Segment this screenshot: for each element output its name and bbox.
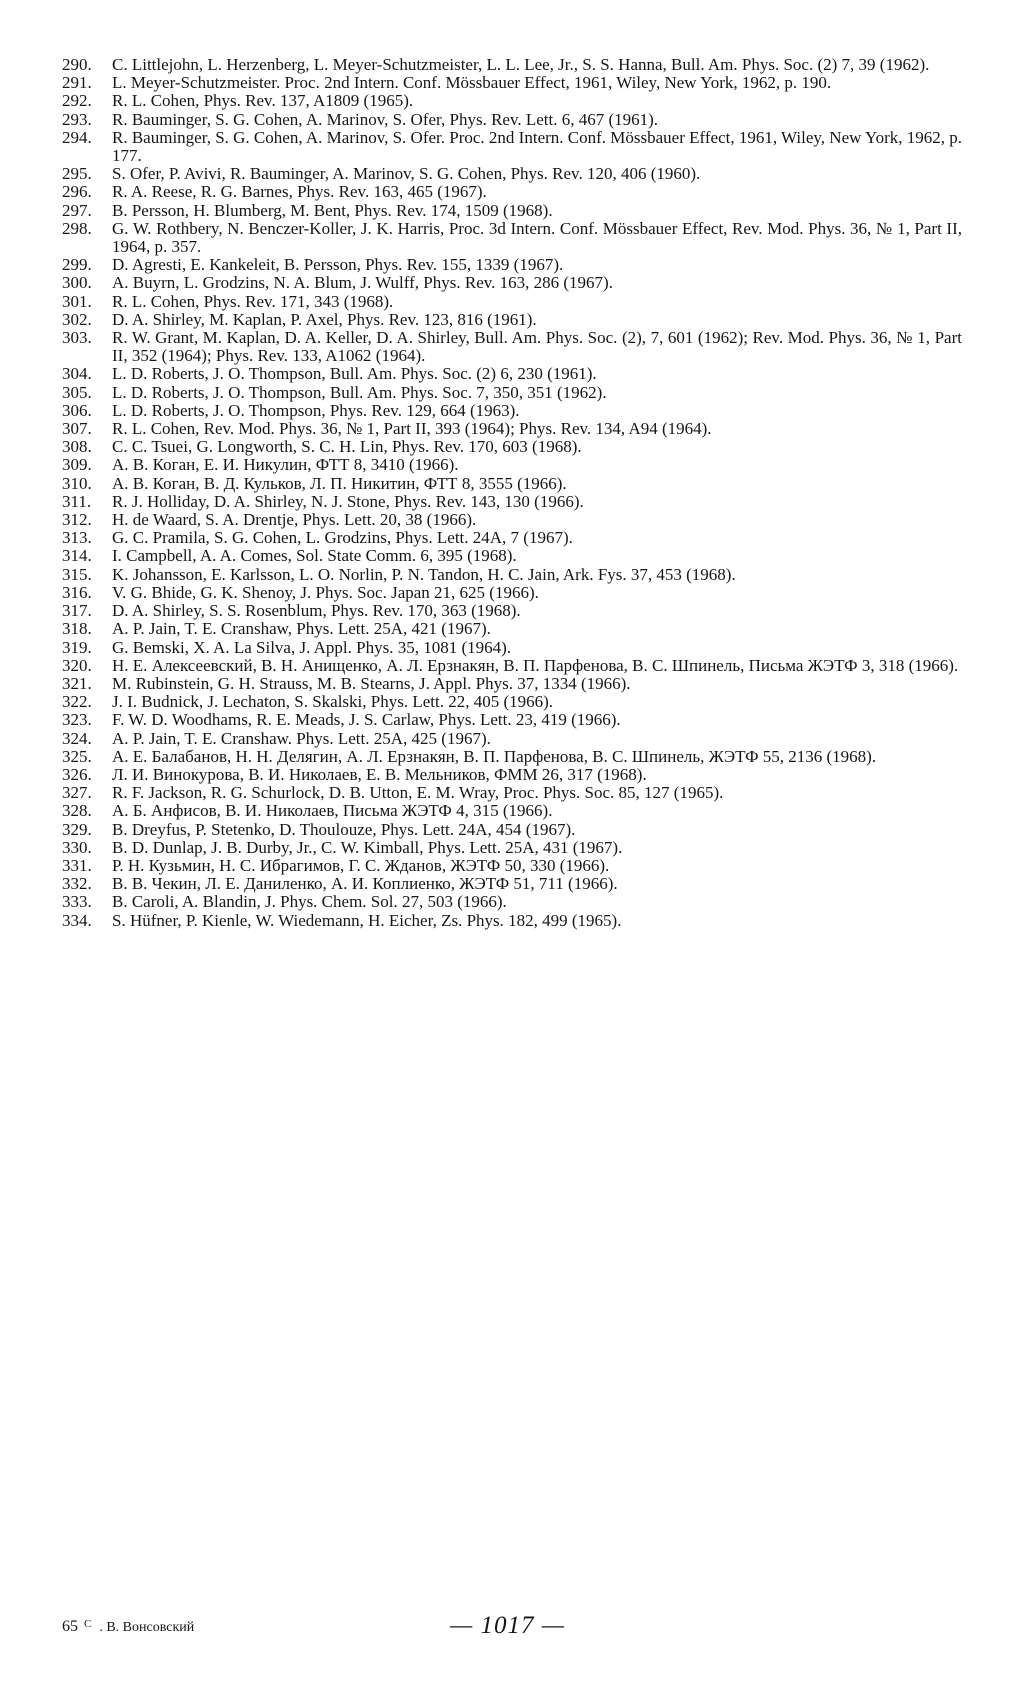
reference-text: K. Johansson, E. Karlsson, L. O. Norlin, P. N. Tandon, H. C. Jain, Ark. Fys. 37, 453 (1968). xyxy=(112,564,736,584)
reference-text: R. L. Cohen, Rev. Mod. Phys. 36, № 1, Part II, 393 (1964); Phys. Rev. 134, A94 (1964). xyxy=(112,419,712,439)
reference-text: R. Bauminger, S. G. Cohen, A. Marinov, S. Ofer. Proc. 2nd Intern. Conf. Mössbauer Effect, 1961, Wiley, New York, 1962, p. 177. xyxy=(112,127,962,166)
reference-number: 295. xyxy=(62,164,92,184)
reference-entry xyxy=(62,639,962,657)
reference-number: 321. xyxy=(62,673,92,693)
reference-entry xyxy=(62,456,962,474)
reference-text: R. J. Holliday, D. A. Shirley, N. J. Stone, Phys. Rev. 143, 130 (1966). xyxy=(112,491,584,511)
reference-text: D. Agresti, E. Kankeleit, B. Persson, Phys. Rev. 155, 1339 (1967). xyxy=(112,255,564,275)
reference-text: G. W. Rothbery, N. Benczer-Koller, J. K. Harris, Proc. 3d Intern. Conf. Mössbauer Effect, Rev. Mod. Phys. 36, № 1, Part II, 1964, p. 357. xyxy=(112,218,962,257)
reference-entry xyxy=(62,74,962,92)
signature-author: . В. Вонсовский xyxy=(99,1620,195,1635)
reference-entry xyxy=(62,202,962,220)
reference-number: 296. xyxy=(62,182,92,202)
reference-text: B. Dreyfus, P. Stetenko, D. Thoulouze, Phys. Lett. 24A, 454 (1967). xyxy=(112,819,576,839)
reference-number: 334. xyxy=(62,910,92,930)
reference-text: А. Б. Анфисов, В. И. Николаев, Письма ЖЭТФ 4, 315 (1966). xyxy=(112,801,553,821)
reference-number: 311. xyxy=(62,491,92,511)
reference-text: C. C. Tsuei, G. Longworth, S. C. H. Lin, Phys. Rev. 170, 603 (1968). xyxy=(112,437,582,457)
reference-entry xyxy=(62,511,962,529)
reference-number: 314. xyxy=(62,546,92,566)
reference-text: А. Е. Балабанов, Н. Н. Делягин, А. Л. Ерзнакян, В. П. Парфенова, В. С. Шпинель, ЖЭТФ 55, 2136 (1968). xyxy=(112,746,877,766)
reference-text: В. В. Чекин, Л. Е. Даниленко, А. И. Коплиенко, ЖЭТФ 51, 711 (1966). xyxy=(112,874,618,894)
reference-entry xyxy=(62,893,962,911)
reference-entry xyxy=(62,129,962,165)
reference-number: 320. xyxy=(62,655,92,675)
reference-number: 291. xyxy=(62,73,92,93)
reference-number: 304. xyxy=(62,364,92,384)
reference-number: 305. xyxy=(62,382,92,402)
reference-entry xyxy=(62,802,962,820)
reference-entry xyxy=(62,547,962,565)
reference-text: C. Littlejohn, L. Herzenberg, L. Meyer-Schutzmeister, L. L. Lee, Jr., S. S. Hanna, Bull. Am. Phys. Soc. (2) 7, 39 (1962). xyxy=(112,55,930,74)
reference-text: M. Rubinstein, G. H. Strauss, M. B. Stearns, J. Appl. Phys. 37, 1334 (1966). xyxy=(112,673,631,693)
reference-number: 306. xyxy=(62,400,92,420)
reference-text: L. D. Roberts, J. O. Thompson, Bull. Am. Phys. Soc. 7, 350, 351 (1962). xyxy=(112,382,607,402)
reference-text: I. Campbell, A. A. Comes, Sol. State Comm. 6, 395 (1968). xyxy=(112,546,517,566)
reference-number: 330. xyxy=(62,837,92,857)
reference-number: 326. xyxy=(62,764,92,784)
reference-number: 315. xyxy=(62,564,92,584)
reference-text: A. Buyrn, L. Grodzins, N. A. Blum, J. Wulff, Phys. Rev. 163, 286 (1967). xyxy=(112,273,613,293)
reference-entry xyxy=(62,620,962,638)
reference-text: J. I. Budnick, J. Lechaton, S. Skalski, Phys. Lett. 22, 405 (1966). xyxy=(112,692,554,712)
reference-number: 316. xyxy=(62,582,92,602)
reference-text: B. Caroli, A. Blandin, J. Phys. Chem. Sol. 27, 503 (1966). xyxy=(112,892,507,912)
reference-number: 329. xyxy=(62,819,92,839)
reference-text: R. A. Reese, R. G. Barnes, Phys. Rev. 163, 465 (1967). xyxy=(112,182,487,202)
reference-entry xyxy=(62,584,962,602)
reference-entry xyxy=(62,675,962,693)
reference-entry xyxy=(62,657,962,675)
reference-entry xyxy=(62,784,962,802)
reference-entry xyxy=(62,165,962,183)
reference-text: V. G. Bhide, G. K. Shenoy, J. Phys. Soc. Japan 21, 625 (1966). xyxy=(112,582,539,602)
reference-entry xyxy=(62,183,962,201)
reference-entry xyxy=(62,711,962,729)
page-number: — 1017 — xyxy=(450,1612,565,1639)
reference-number: 302. xyxy=(62,309,92,329)
reference-entry xyxy=(62,402,962,420)
reference-number: 324. xyxy=(62,728,92,748)
reference-entry xyxy=(62,475,962,493)
reference-number: 298. xyxy=(62,218,92,238)
reference-entry xyxy=(62,693,962,711)
reference-text: R. Bauminger, S. G. Cohen, A. Marinov, S. Ofer, Phys. Rev. Lett. 6, 467 (1961). xyxy=(112,109,659,129)
reference-text: Л. И. Винокурова, В. И. Николаев, Е. В. Мельников, ФММ 26, 317 (1968). xyxy=(112,764,647,784)
reference-entry xyxy=(62,220,962,256)
reference-entry xyxy=(62,329,962,365)
reference-text: R. L. Cohen, Phys. Rev. 171, 343 (1968). xyxy=(112,291,394,311)
reference-number: 322. xyxy=(62,692,92,712)
reference-entry xyxy=(62,256,962,274)
reference-text: R. L. Cohen, Phys. Rev. 137, A1809 (1965). xyxy=(112,91,414,111)
reference-number: 313. xyxy=(62,528,92,548)
reference-number: 290. xyxy=(62,55,92,74)
reference-number: 332. xyxy=(62,874,92,894)
reference-entry xyxy=(62,274,962,292)
reference-number: 318. xyxy=(62,619,92,639)
reference-number: 294. xyxy=(62,127,92,147)
reference-entry xyxy=(62,839,962,857)
reference-text: H. de Waard, S. A. Drentje, Phys. Lett. 20, 38 (1966). xyxy=(112,510,477,530)
reference-text: Р. Н. Кузьмин, Н. С. Ибрагимов, Г. С. Жданов, ЖЭТФ 50, 330 (1966). xyxy=(112,855,610,875)
reference-text: L. Meyer-Schutzmeister. Proc. 2nd Intern. Conf. Mössbauer Effect, 1961, Wiley, New York, 1962, p. 190. xyxy=(112,73,832,93)
reference-number: 327. xyxy=(62,783,92,803)
reference-number: 292. xyxy=(62,91,92,111)
reference-entry xyxy=(62,912,962,930)
reference-text: D. A. Shirley, M. Kaplan, P. Axel, Phys. Rev. 123, 816 (1961). xyxy=(112,309,537,329)
reference-number: 297. xyxy=(62,200,92,220)
reference-entry xyxy=(62,384,962,402)
reference-number: 301. xyxy=(62,291,92,311)
reference-entry xyxy=(62,529,962,547)
reference-entry xyxy=(62,493,962,511)
printer-signature xyxy=(62,1618,194,1636)
reference-number: 323. xyxy=(62,710,92,730)
signature-number: 65 xyxy=(62,1618,78,1635)
reference-entry xyxy=(62,748,962,766)
reference-number: 328. xyxy=(62,801,92,821)
reference-entry xyxy=(62,293,962,311)
reference-entry xyxy=(62,56,962,74)
reference-entry xyxy=(62,602,962,620)
reference-number: 333. xyxy=(62,892,92,912)
reference-text: D. A. Shirley, S. S. Rosenblum, Phys. Rev. 170, 363 (1968). xyxy=(112,601,521,621)
reference-number: 331. xyxy=(62,855,92,875)
signature-letter: С xyxy=(84,1618,92,1630)
reference-entry xyxy=(62,311,962,329)
reference-number: 319. xyxy=(62,637,92,657)
reference-entry xyxy=(62,111,962,129)
reference-text: G. C. Pramila, S. G. Cohen, L. Grodzins, Phys. Lett. 24A, 7 (1967). xyxy=(112,528,573,548)
reference-list xyxy=(62,56,962,930)
reference-entry xyxy=(62,420,962,438)
reference-entry xyxy=(62,438,962,456)
reference-number: 312. xyxy=(62,510,92,530)
reference-text: G. Bemski, X. A. La Silva, J. Appl. Phys. 35, 1081 (1964). xyxy=(112,637,512,657)
reference-text: L. D. Roberts, J. O. Thompson, Bull. Am. Phys. Soc. (2) 6, 230 (1961). xyxy=(112,364,597,384)
reference-number: 293. xyxy=(62,109,92,129)
reference-text: B. D. Dunlap, J. B. Durby, Jr., C. W. Kimball, Phys. Lett. 25A, 431 (1967). xyxy=(112,837,623,857)
reference-entry xyxy=(62,875,962,893)
reference-entry xyxy=(62,821,962,839)
reference-number: 307. xyxy=(62,419,92,439)
reference-text: A. P. Jain, T. E. Cranshaw, Phys. Lett. 25A, 421 (1967). xyxy=(112,619,491,639)
reference-text: R. W. Grant, M. Kaplan, D. A. Keller, D. A. Shirley, Bull. Am. Phys. Soc. (2), 7, 601 (1962); Rev. Mod. Phys. 36, № 1, Part II, 352 (1964); Phys. Rev. 133, A1062 (1964). xyxy=(112,328,962,366)
reference-number: 310. xyxy=(62,473,92,493)
reference-text: A. P. Jain, T. E. Cranshaw. Phys. Lett. 25A, 425 (1967). xyxy=(112,728,491,748)
reference-text: Н. Е. Алексеевский, В. Н. Анищенко, А. Л. Ерзнакян, В. П. Парфенова, В. С. Шпинель, Письма ЖЭТФ 3, 318 (1966). xyxy=(112,655,959,675)
reference-text: F. W. D. Woodhams, R. E. Meads, J. S. Carlaw, Phys. Lett. 23, 419 (1966). xyxy=(112,710,621,730)
reference-number: 299. xyxy=(62,255,92,275)
reference-text: S. Ofer, P. Avivi, R. Bauminger, A. Marinov, S. G. Cohen, Phys. Rev. 120, 406 (1960). xyxy=(112,164,701,184)
reference-number: 308. xyxy=(62,437,92,457)
reference-text: А. В. Коган, Е. И. Никулин, ФТТ 8, 3410 (1966). xyxy=(112,455,459,475)
reference-entry xyxy=(62,730,962,748)
reference-number: 317. xyxy=(62,601,92,621)
reference-number: 325. xyxy=(62,746,92,766)
page-footer xyxy=(62,1612,962,1642)
reference-number: 300. xyxy=(62,273,92,293)
reference-entry xyxy=(62,566,962,584)
reference-text: L. D. Roberts, J. O. Thompson, Phys. Rev. 129, 664 (1963). xyxy=(112,400,520,420)
reference-entry xyxy=(62,365,962,383)
reference-entry xyxy=(62,92,962,110)
reference-number: 309. xyxy=(62,455,92,475)
reference-text: B. Persson, H. Blumberg, M. Bent, Phys. Rev. 174, 1509 (1968). xyxy=(112,200,553,220)
reference-text: А. В. Коган, В. Д. Кульков, Л. П. Никитин, ФТТ 8, 3555 (1966). xyxy=(112,473,567,493)
reference-entry xyxy=(62,857,962,875)
reference-text: S. Hüfner, P. Kienle, W. Wiedemann, H. Eicher, Zs. Phys. 182, 499 (1965). xyxy=(112,910,622,930)
reference-entry xyxy=(62,766,962,784)
reference-number: 303. xyxy=(62,328,92,348)
reference-text: R. F. Jackson, R. G. Schurlock, D. B. Utton, E. M. Wray, Proc. Phys. Soc. 85, 127 (1965). xyxy=(112,783,724,803)
